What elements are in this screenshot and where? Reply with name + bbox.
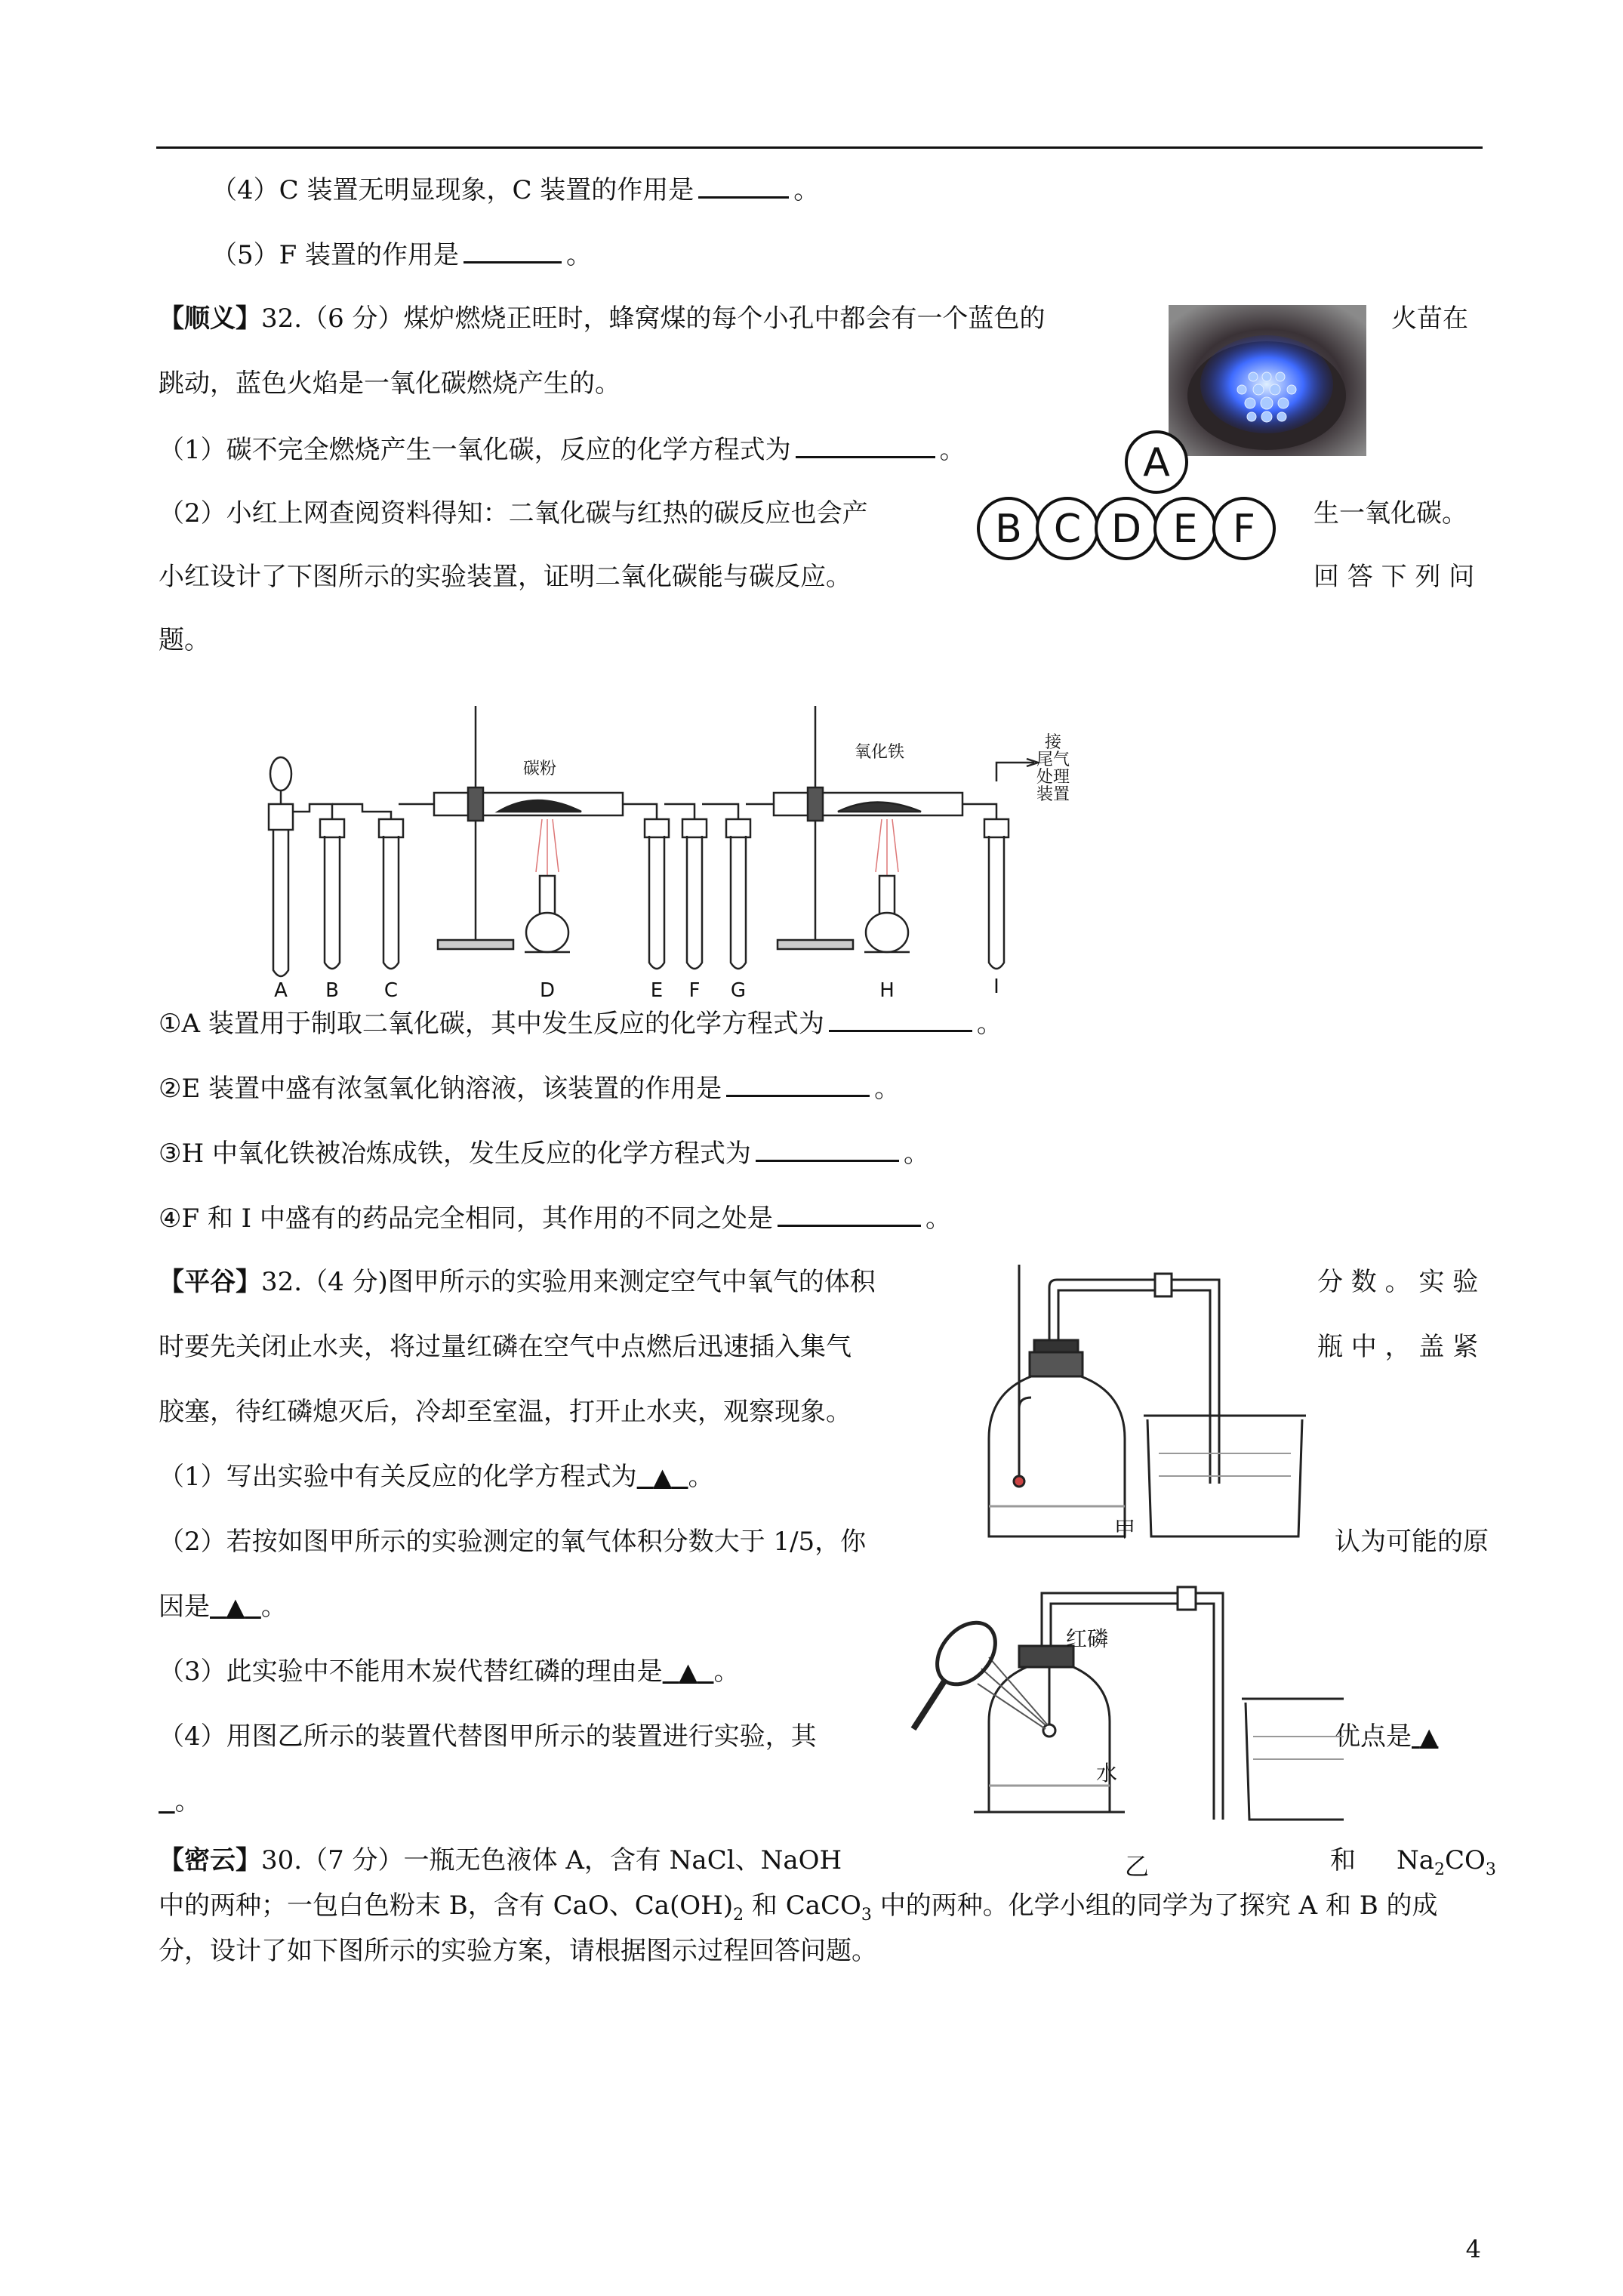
unit-label: G: [730, 979, 747, 1000]
pinggu-q4-right: 优点是 ▲: [1335, 1721, 1439, 1752]
answer-blank[interactable]: [829, 1004, 972, 1032]
answer-blank[interactable]: [756, 1134, 899, 1162]
question-5: （5）F 装置的作用是 。: [211, 236, 592, 273]
figure-yi-apparatus: [891, 1570, 1344, 1835]
jia-label: 甲: [1113, 1517, 1136, 1542]
pinggu-line-3: 胶塞，待红磷熄灭后，冷却至室温，打开止水夹，观察现象。: [159, 1397, 852, 1427]
unit-label: E: [650, 979, 664, 1000]
miyun-heading-right: $Na_2CO_3$: [1397, 1845, 1496, 1879]
shunyi-heading-right: 火苗在: [1391, 304, 1468, 334]
shunyi-c4: ④F 和 I 中盛有的药品完全相同，其作用的不同之处是 。: [159, 1199, 951, 1237]
shunyi-q2: （2）小红上网查阅资料得知：二氧化碳与红热的碳反应也会产: [159, 498, 868, 529]
tail-gas-label: 接: [1044, 733, 1062, 752]
miyun-line-3: 分，设计了如下图所示的实验方案，请根据图示过程回答问题。: [159, 1936, 877, 1966]
miyun-line-2: 中的两种；一包白色粉末 B，含有 CaO、$Ca(OH)_2$ 和 CaCO$_3$ 中的两种。化学小组的同学为了探究 A 和 B 的成: [159, 1891, 1438, 1925]
tail-gas-label: 装置: [1036, 785, 1070, 804]
answer-blank[interactable]: [796, 430, 935, 458]
answer-blank[interactable]: [698, 171, 789, 199]
circle-letter: B: [995, 507, 1022, 552]
pinggu-q3: （3）此实验中不能用木炭代替红磷的理由是 ▲ 。: [159, 1657, 740, 1687]
figure-jia-apparatus: [974, 1257, 1351, 1544]
shunyi-c2: ②E 装置中盛有浓氢氧化钠溶液，该装置的作用是 。: [159, 1069, 900, 1107]
yi-label: 乙: [1125, 1852, 1150, 1881]
shunyi-c1: ①A 装置用于制取二氧化碳，其中发生反应的化学方程式为 。: [159, 1004, 1002, 1042]
shunyi-q2-line3: 题。: [159, 625, 210, 655]
unit-label: D: [539, 979, 556, 1000]
shunyi-q1: （1）碳不完全燃烧产生一氧化碳，反应的化学方程式为 。: [159, 430, 965, 468]
shunyi-q2-right: 生一氧化碳。: [1313, 498, 1467, 529]
shunyi-q2-line2-right: 回 答 下 列 问: [1313, 562, 1475, 592]
page-number: 4: [1465, 2235, 1481, 2264]
pinggu-q2-right: 认为可能的原: [1335, 1527, 1489, 1557]
iron-oxide-label: 氧化铁: [854, 743, 905, 762]
circle-letter: E: [1172, 507, 1198, 552]
unit-label: A: [274, 979, 288, 1000]
answer-blank[interactable]: [726, 1069, 870, 1097]
tail-gas-label: 尾气: [1036, 750, 1070, 769]
answer-blank[interactable]: [463, 236, 562, 264]
tail-gas-label: 处理: [1036, 768, 1070, 787]
shunyi-line-2: 跳动，蓝色火焰是一氧化碳燃烧产生的。: [159, 368, 621, 399]
co2-carbon-apparatus: [249, 698, 1117, 1000]
unit-label: B: [325, 979, 339, 1000]
shunyi-q2-line2: 小红设计了下图所示的实验装置，证明二氧化碳能与碳反应。: [159, 562, 852, 592]
unit-label: C: [383, 979, 399, 1000]
pinggu-q2-line2: 因是 ▲ 。: [159, 1592, 287, 1622]
unit-label: F: [688, 979, 701, 1000]
pinggu-heading-right: 分 数 。 实 验: [1317, 1267, 1479, 1297]
header-rule: [156, 146, 1483, 149]
pinggu-q1: （1）写出实验中有关反应的化学方程式为 ▲ 。: [159, 1462, 714, 1492]
unit-label: H: [879, 979, 895, 1000]
pinggu-line-2: 时要先关闭止水夹，将过量红磷在空气中点燃后迅速插入集气: [159, 1332, 852, 1362]
pinggu-q4: （4）用图乙所示的装置代替图甲所示的装置进行实验，其: [159, 1721, 817, 1752]
water-label: 水: [1096, 1761, 1118, 1786]
pinggu-heading: 【平谷】32.（4 分)图甲所示的实验用来测定空气中氧气的体积: [159, 1267, 876, 1297]
shunyi-c3: ③H 中氧化铁被冶炼成铁，发生反应的化学方程式为 。: [159, 1134, 929, 1172]
circle-letter: A: [1143, 440, 1170, 485]
unit-label: I: [993, 975, 999, 998]
circle-letter: F: [1233, 507, 1255, 552]
miyun-heading-and: 和: [1330, 1845, 1356, 1875]
question-4: （4）C 装置无明显现象，C 装置的作用是 。: [211, 171, 819, 208]
circle-letter: C: [1053, 507, 1082, 552]
red-phosphorus-label: 红磷: [1066, 1626, 1109, 1651]
answer-blank[interactable]: [778, 1199, 921, 1227]
carbon-powder-label: 碳粉: [522, 760, 557, 778]
shunyi-heading: 【顺义】32.（6 分）煤炉燃烧正旺时，蜂窝煤的每个小孔中都会有一个蓝色的: [159, 304, 1046, 334]
pinggu-q4-line2: 。: [174, 1786, 201, 1817]
pinggu-line-2-right: 瓶 中 ， 盖 紧: [1317, 1332, 1479, 1362]
pinggu-q2: （2）若按如图甲所示的实验测定的氧气体积分数大于 1/5，你: [159, 1527, 867, 1557]
miyun-heading: 【密云】30.（7 分）一瓶无色液体 A，含有 NaCl、NaOH: [159, 1845, 842, 1875]
device-order-circles: [974, 423, 1329, 574]
circle-letter: D: [1110, 507, 1142, 552]
